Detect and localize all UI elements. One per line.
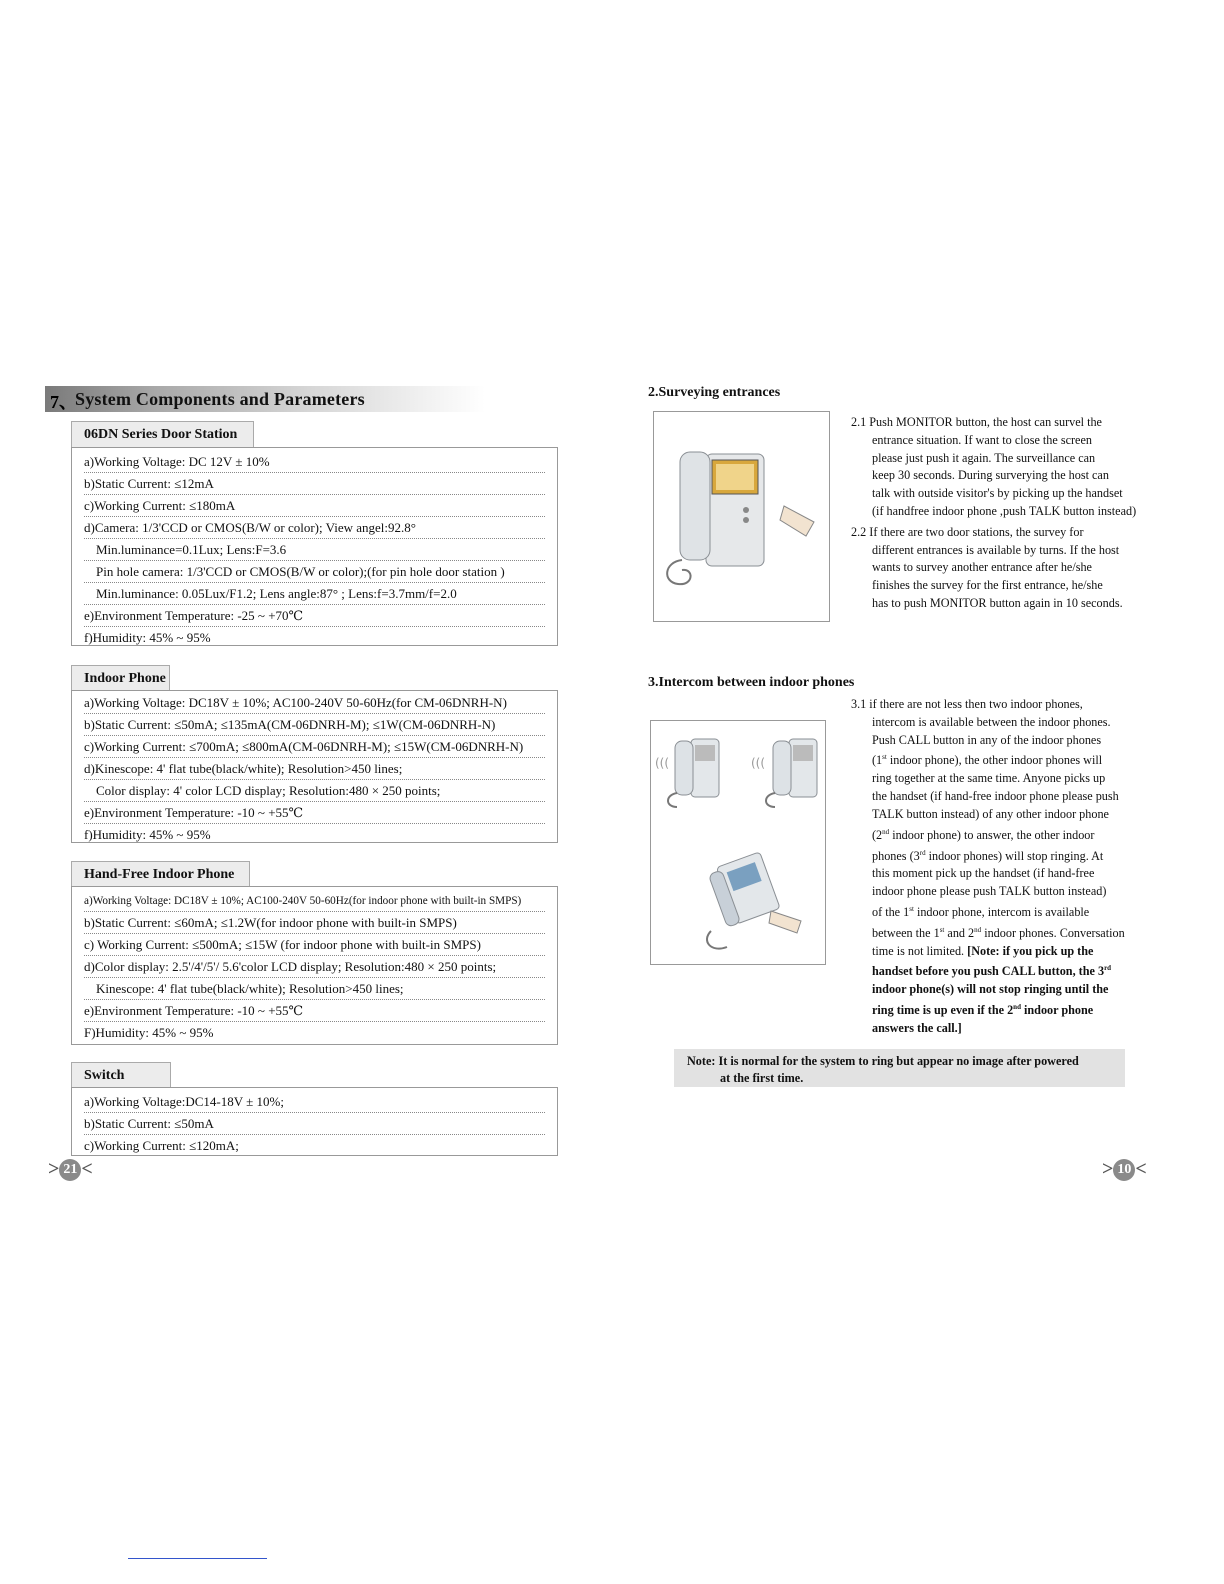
surveying-text bbox=[851, 414, 1181, 613]
note-line: indoor phone(s) will not stop ringing until the bbox=[872, 982, 1109, 997]
spec-row: f)Humidity: 45% ~ 95% bbox=[84, 630, 211, 645]
svg-text:(((: ((( bbox=[655, 756, 670, 770]
spec-row: e)Environment Temperature: -25 ~ +70℃ bbox=[84, 604, 545, 627]
paragraph-line: intercom is available between the indoor phones. bbox=[872, 714, 1111, 729]
step-number: 3.1 bbox=[851, 697, 867, 711]
indoor-phone-tab: Indoor Phone bbox=[71, 665, 170, 691]
paragraph-line: TALK button instead) of any other indoor phone bbox=[872, 806, 1109, 821]
spec-row: Min.luminance=0.1Lux; Lens:F=3.6 bbox=[84, 538, 545, 561]
note-line: ring time is up even if the 2nd indoor phone bbox=[872, 1003, 1094, 1018]
paragraph-line: entrance situation. If want to close the screen bbox=[872, 432, 1092, 447]
step-number: 2.1 bbox=[851, 415, 867, 429]
surveying-heading: 2.Surveying entrances bbox=[648, 385, 781, 400]
paragraph-line: between the 1st and 2nd indoor phones. Conversation bbox=[872, 925, 1125, 940]
spec-row: b)Static Current: ≤12mA bbox=[84, 472, 545, 495]
paragraph-line: different entrances is available by turns. If the host bbox=[872, 542, 1120, 557]
page-number-right bbox=[1102, 1158, 1147, 1181]
chevron-left-icon: < bbox=[1135, 1158, 1147, 1180]
paragraph-line: of the 1st indoor phone, intercom is available bbox=[872, 904, 1090, 920]
intercom-illustration bbox=[650, 720, 826, 965]
note-text: Note: It is normal for the system to ring but appear no image after powered bbox=[687, 1054, 1079, 1068]
paragraph-line: has to push MONITOR button again in 10 seconds. bbox=[872, 595, 1123, 610]
chevron-left-icon: < bbox=[81, 1158, 93, 1180]
spec-row: f)Humidity: 45% ~ 95% bbox=[84, 827, 211, 842]
spec-row: c)Working Current: ≤700mA; ≤800mA(CM-06DNRH-M); ≤15W(CM-06DNRH-N) bbox=[84, 735, 545, 758]
spec-row: Pin hole camera: 1/3'CCD or CMOS(B/W or color);(for pin hole door station ) bbox=[84, 560, 545, 583]
paragraph-line: the handset (if hand-free indoor phone please push bbox=[872, 789, 1119, 804]
paragraph-line: please just push it again. The surveillance can bbox=[872, 450, 1096, 465]
page-number-badge: 21 bbox=[59, 1159, 81, 1181]
handfree-phone-tab: Hand-Free Indoor Phone bbox=[71, 861, 250, 887]
spec-row: a)Working Voltage:DC14-18V ± 10%; bbox=[84, 1090, 545, 1113]
spec-row: b)Static Current: ≤60mA; ≤1.2W(for indoor phone with built-in SMPS) bbox=[84, 911, 545, 934]
paragraph-line: wants to survey another entrance after he/she bbox=[872, 560, 1092, 575]
chevron-right-icon: > bbox=[1102, 1158, 1114, 1180]
step-number: 2.2 bbox=[851, 524, 867, 539]
chevron-right-icon: > bbox=[48, 1158, 60, 1180]
spec-row: a)Working Voltage: DC18V ± 10%; AC100-240V 50-60Hz(for indoor phone with built-in SMPS) bbox=[84, 889, 545, 912]
paragraph-line: time is not limited. [Note: if you pick up the bbox=[872, 943, 1094, 958]
spec-row: b)Static Current: ≤50mA bbox=[84, 1112, 545, 1135]
section-header bbox=[45, 386, 485, 412]
paragraph-line: phones (3rd indoor phones) will stop ringing. At bbox=[872, 848, 1104, 863]
handfree-phone-spec-box bbox=[71, 886, 558, 1045]
spec-row: d)Kinescope: 4' flat tube(black/white); Resolution>450 lines; bbox=[84, 757, 545, 780]
spec-row: Kinescope: 4' flat tube(black/white); Resolution>450 lines; bbox=[84, 977, 545, 1000]
spec-row: e)Environment Temperature: -10 ~ +55℃ bbox=[84, 801, 545, 824]
paragraph-line: talk with outside visitor's by picking up the handset bbox=[872, 486, 1123, 501]
note-text: at the first time. bbox=[720, 1071, 804, 1085]
spec-row: F)Humidity: 45% ~ 95% bbox=[84, 1025, 214, 1040]
spec-row: d)Color display: 2.5'/4'/5'/ 5.6'color LCD display; Resolution:480 × 250 points; bbox=[84, 955, 545, 978]
page-number-left bbox=[48, 1158, 93, 1181]
paragraph-line: Push CALL button in any of the indoor phones bbox=[872, 732, 1102, 747]
paragraph-line: (2nd indoor phone) to answer, the other indoor bbox=[872, 827, 1095, 842]
monitor-illustration bbox=[653, 411, 830, 622]
spec-row: c)Working Current: ≤180mA bbox=[84, 494, 545, 517]
paragraph-line: If there are two door stations, the survey for bbox=[869, 524, 1084, 539]
spec-row: e)Environment Temperature: -10 ~ +55℃ bbox=[84, 999, 545, 1022]
intercom-text bbox=[851, 696, 1181, 1038]
switch-tab: Switch bbox=[71, 1062, 171, 1088]
paragraph-line: this moment pick up the handset (if hand-free bbox=[872, 866, 1095, 881]
spec-row: Min.luminance: 0.05Lux/F1.2; Lens angle:87° ; Lens:f=3.7mm/f=2.0 bbox=[84, 582, 545, 605]
indoor-phone-spec-box bbox=[71, 690, 558, 843]
paragraph-line: Push MONITOR button, the host can survel the bbox=[869, 415, 1102, 429]
paragraph-line: indoor phone please push TALK button instead) bbox=[872, 884, 1107, 899]
paragraph-line: (if handfree indoor phone ,push TALK button instead) bbox=[872, 503, 1137, 518]
intercom-phones-icon bbox=[651, 721, 825, 964]
door-station-tab: 06DN Series Door Station bbox=[71, 421, 254, 448]
paragraph-line: ring together at the same time. Anyone picks up bbox=[872, 771, 1106, 786]
spec-row: c)Working Current: ≤120mA; bbox=[84, 1138, 239, 1153]
door-station-spec-box bbox=[71, 447, 558, 646]
spec-row: b)Static Current: ≤50mA; ≤135mA(CM-06DNRH-M); ≤1W(CM-06DNRH-N) bbox=[84, 713, 545, 736]
paragraph-line: finishes the survey for the first entrance, he/she bbox=[872, 578, 1103, 593]
spec-row: a)Working Voltage: DC18V ± 10%; AC100-240V 50-60Hz(for CM-06DNRH-N) bbox=[84, 691, 545, 714]
paragraph-line: if there are not less then two indoor phones, bbox=[869, 697, 1083, 711]
section-number: 7、 bbox=[50, 392, 77, 412]
paragraph-line: keep 30 seconds. During surverying the host can bbox=[872, 468, 1109, 483]
note-line: answers the call.] bbox=[872, 1020, 962, 1035]
note-line: handset before you push CALL button, the 3rd bbox=[872, 964, 1112, 979]
spec-row: d)Camera: 1/3'CCD or CMOS(B/W or color); View angel:92.8° bbox=[84, 516, 545, 539]
note-box bbox=[674, 1049, 1125, 1087]
footer-underline bbox=[128, 1558, 267, 1559]
indoor-monitor-icon bbox=[654, 412, 829, 621]
section-title: System Components and Parameters bbox=[75, 389, 365, 409]
spec-row: Color display: 4' color LCD display; Resolution:480 × 250 points; bbox=[84, 779, 545, 802]
paragraph-line: (1st indoor phone), the other indoor phones will bbox=[872, 753, 1103, 768]
spec-row: a)Working Voltage: DC 12V ± 10% bbox=[84, 450, 545, 473]
svg-text:(((: ((( bbox=[751, 756, 766, 770]
page-number-badge: 10 bbox=[1113, 1159, 1135, 1181]
spec-row: c) Working Current: ≤500mA; ≤15W (for indoor phone with built-in SMPS) bbox=[84, 933, 545, 956]
intercom-heading: 3.Intercom between indoor phones bbox=[648, 675, 855, 690]
switch-spec-box bbox=[71, 1087, 558, 1156]
